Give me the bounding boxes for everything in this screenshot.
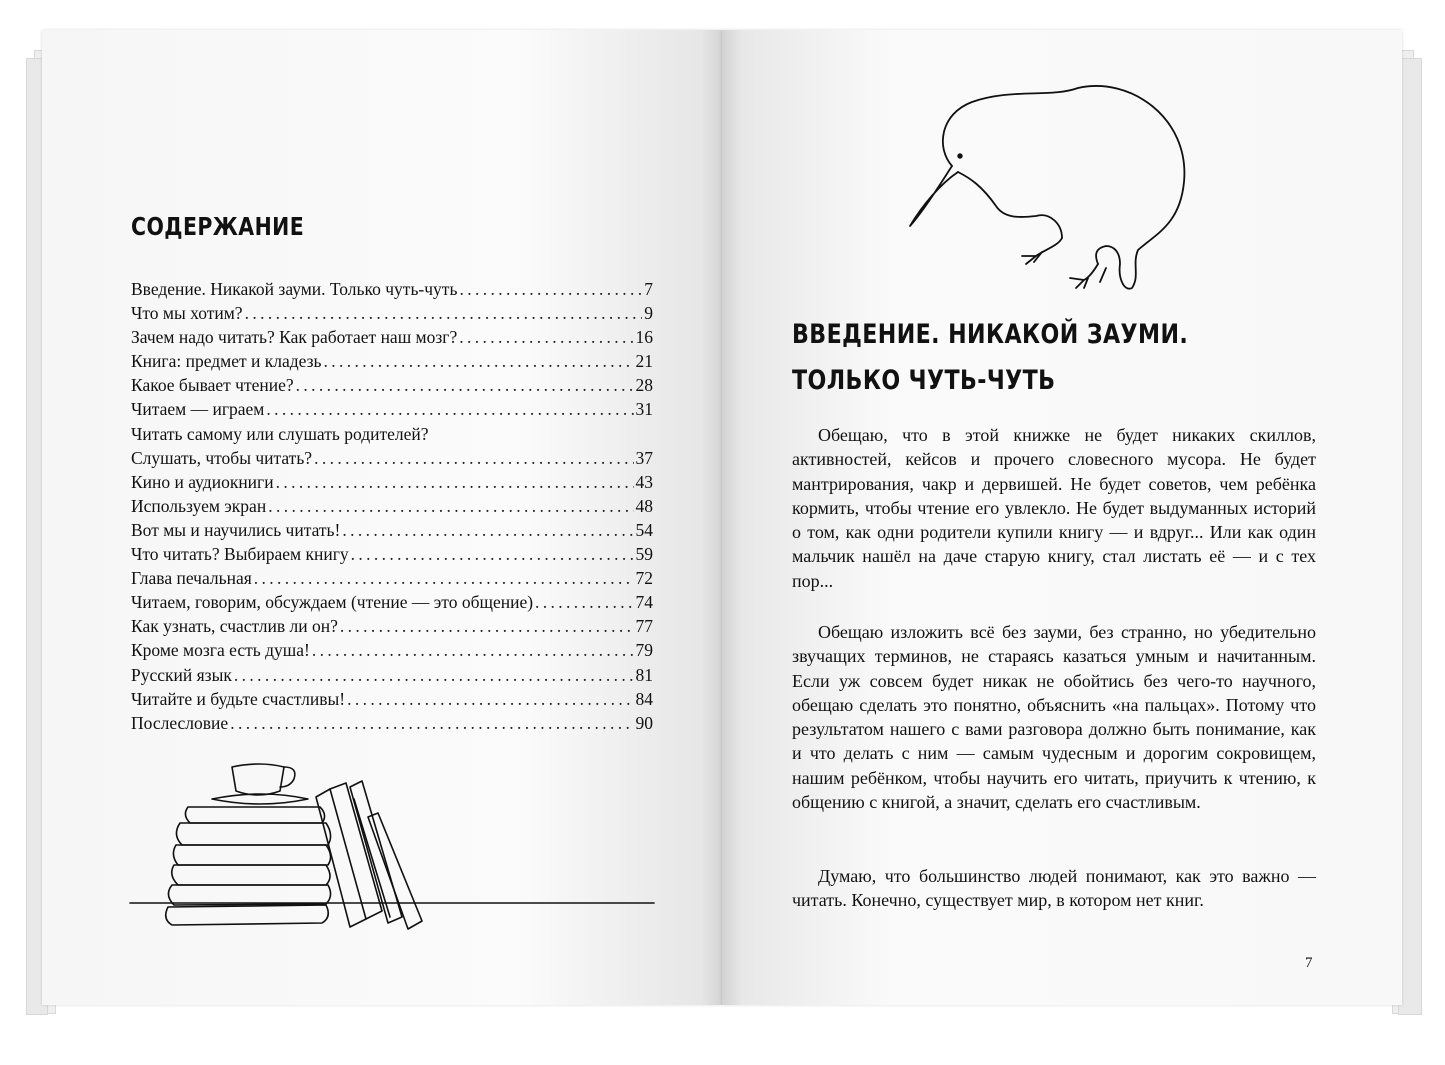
toc-leader-dots [230, 713, 633, 734]
toc-entry [131, 640, 653, 664]
toc-leader-dots [314, 448, 633, 469]
toc-entry [131, 568, 653, 592]
toc-leader-dots [351, 544, 634, 565]
toc-entry-page: 72 [635, 568, 653, 589]
toc-entry-title: Какое бывает чтение? [131, 375, 294, 396]
toc-entry [131, 544, 653, 568]
toc-leader-dots [535, 592, 633, 613]
toc-entry-page: 37 [635, 447, 653, 468]
toc-leader-dots [312, 640, 634, 661]
toc-entry-page: 79 [635, 640, 653, 661]
toc-leader-dots [459, 327, 633, 348]
toc-entry-page: 77 [635, 616, 653, 637]
books-and-cup-illustration [128, 757, 658, 937]
toc-entry-page: 21 [635, 351, 653, 372]
toc-leader-dots [245, 303, 643, 324]
toc-entry-title: Используем экран [131, 495, 267, 516]
chapter-title-line2: ТОЛЬКО ЧУТЬ-ЧУТЬ [792, 365, 1056, 396]
toc-entry-title: Как узнать, счастлив ли он? [131, 616, 338, 637]
toc-entry-page: 74 [635, 592, 653, 613]
toc-entry-page: 9 [644, 303, 653, 324]
toc-leader-dots [459, 279, 642, 300]
toc-entry-page: 84 [635, 688, 653, 709]
toc-entry-title: Послесловие [131, 712, 229, 733]
toc-leader-dots [296, 375, 634, 396]
table-of-contents [131, 279, 653, 737]
toc-entry-title: Кроме мозга есть душа! [131, 640, 310, 661]
toc-entry-page: 81 [635, 664, 653, 685]
paragraph-1: Обещаю, что в этой книжке не будет никаких скиллов, активностей, кейсов и прочего словесного мусора. Не будет мантрирования, чакр и дервишей. Не будет советов, чем ребёнка кормить, чтобы чтение его увлекло. Не будет выдуманных историй о том, как одни родители купили книгу — и вдруг... Или как один мальчик нашёл на даче старую книгу, стал листать её — и с тех пор... [792, 425, 1316, 591]
toc-leader-dots [276, 472, 634, 493]
toc-title: СОДЕРЖАНИЕ [131, 212, 305, 241]
toc-entry [131, 303, 653, 327]
toc-entry [131, 279, 653, 303]
paragraph-2: Обещаю изложить всё без зауми, без странно, но убедительно звучащих терминов, не стараясь казаться умным и начитанным. Если уж совсем будет никак не обойтись без чего-то научного, обещаю сделать это понятно, объяснить «на пальцах». Потому что результатом нашего с вами разговора должно быть понимание, как и что делать с ним — самым чудесным и дорогим сокровищем, нашим ребёнком, чтобы научить его читать, приучить к чтению, к общению с книгой, а значит, сделать его счастливым. [792, 622, 1316, 813]
toc-entry [131, 689, 653, 713]
toc-entry [131, 616, 653, 640]
toc-entry [131, 520, 653, 544]
toc-leader-dots [234, 665, 634, 686]
toc-entry-page: 43 [635, 471, 653, 492]
toc-entry [131, 472, 653, 496]
toc-entry-title: Читаем — играем [131, 399, 265, 420]
toc-entry-title: Читаем, говорим, обсуждаем (чтение — это общение) [131, 592, 534, 613]
toc-entry-title: Читать самому или слушать родителей? [131, 423, 429, 444]
chapter-title [792, 312, 1188, 404]
toc-entry-title: Читайте и будьте счастливы! [131, 688, 346, 709]
toc-entry [131, 424, 653, 448]
toc-entry-title: Слушать, чтобы читать? [131, 447, 313, 468]
paragraph-3: Думаю, что большинство людей понимают, как это важно — читать. Конечно, существует мир, в котором нет книг. [792, 866, 1316, 911]
toc-entry-page: 16 [635, 327, 653, 348]
toc-entry-title: Кино и аудиокниги [131, 471, 274, 492]
toc-entry-page: 7 [644, 279, 653, 299]
toc-leader-dots [347, 689, 633, 710]
toc-leader-dots [254, 568, 634, 589]
toc-entry-page: 48 [635, 495, 653, 516]
toc-leader-dots [266, 399, 633, 420]
toc-leader-dots [268, 496, 633, 517]
toc-leader-dots [342, 520, 633, 541]
toc-entry-title: Что мы хотим? [131, 303, 243, 324]
toc-entry [131, 713, 653, 737]
toc-entry [131, 496, 653, 520]
toc-entry [131, 592, 653, 616]
toc-entry-page: 90 [635, 712, 653, 733]
kiwi-bird-illustration [900, 78, 1210, 293]
toc-entry-page: 59 [635, 544, 653, 565]
toc-entry-title: Введение. Никакой зауми. Только чуть-чуть [131, 279, 458, 299]
toc-entry [131, 351, 653, 375]
toc-entry-title: Что читать? Выбираем книгу [131, 544, 349, 565]
toc-entry-title: Глава печальная [131, 568, 252, 589]
page-number: 7 [1305, 955, 1313, 971]
toc-entry [131, 448, 653, 472]
toc-entry [131, 375, 653, 399]
chapter-title-line1: ВВЕДЕНИЕ. НИКАКОЙ ЗАУМИ. [792, 319, 1189, 350]
toc-leader-dots [340, 616, 634, 637]
toc-entry-page: 54 [635, 519, 653, 540]
toc-entry-title: Книга: предмет и кладезь [131, 351, 322, 372]
toc-entry-page: 31 [635, 399, 653, 420]
toc-entry-title: Зачем надо читать? Как работает наш мозг? [131, 327, 458, 348]
toc-entry-title: Русский язык [131, 664, 232, 685]
toc-entry [131, 399, 653, 423]
toc-entry-title: Вот мы и научились читать! [131, 519, 341, 540]
toc-leader-dots [324, 351, 634, 372]
toc-entry-page: 28 [635, 375, 653, 396]
toc-entry [131, 327, 653, 351]
toc-entry [131, 665, 653, 689]
